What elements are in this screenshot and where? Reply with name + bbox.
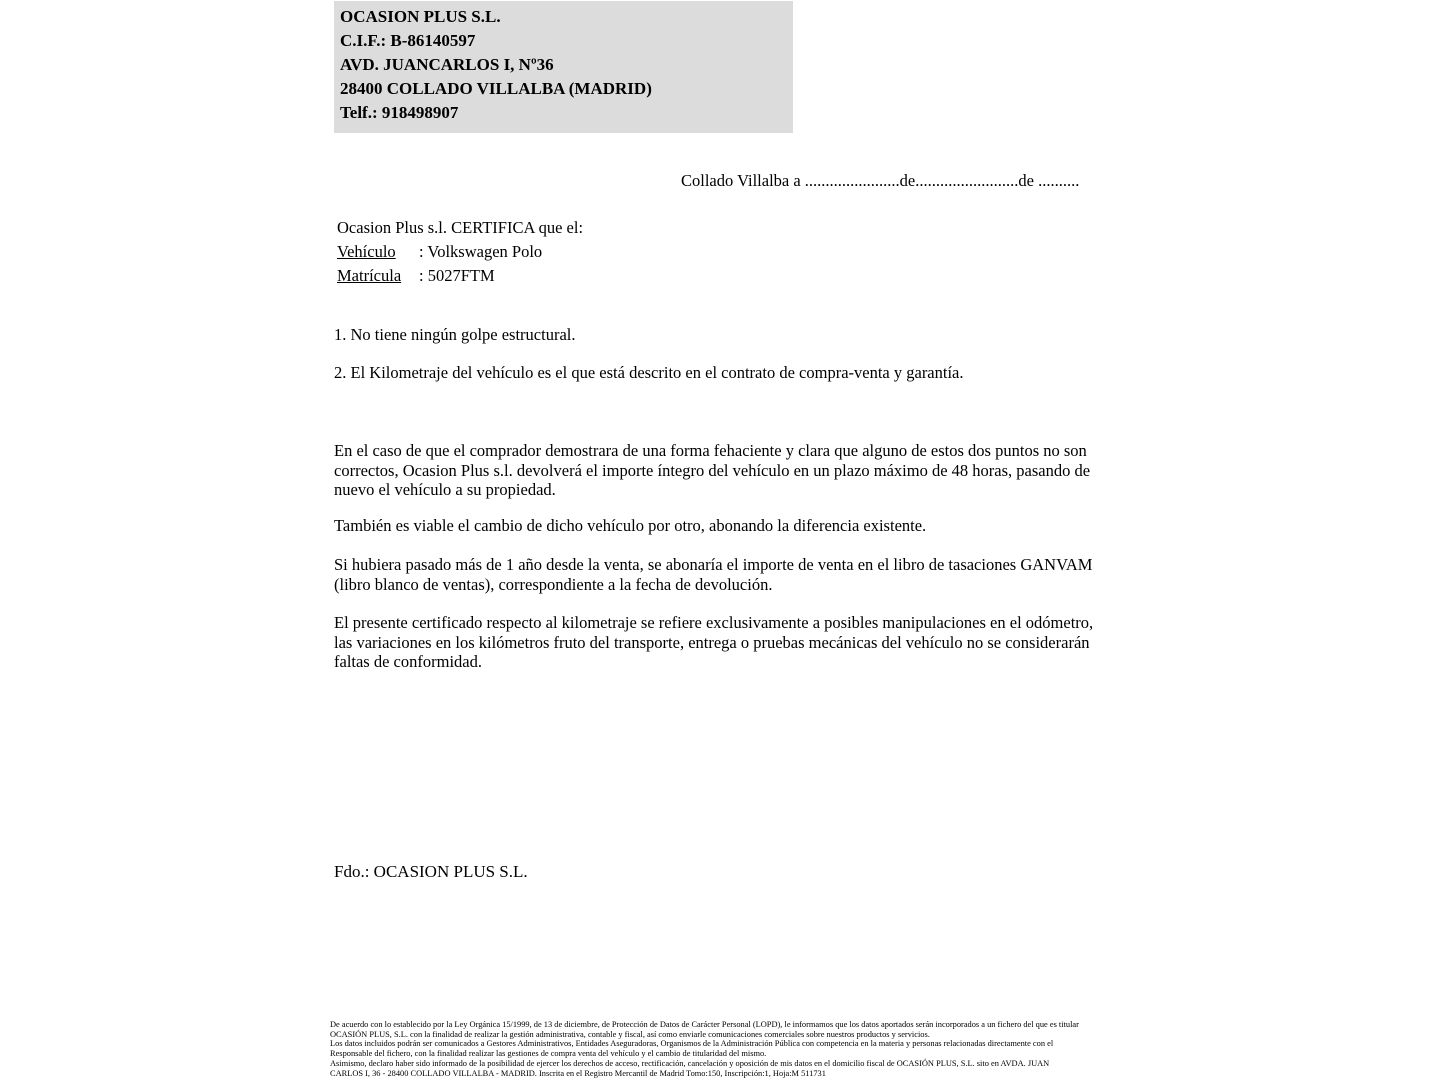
- legal-footer-line: Los datos incluidos podrán ser comunicados a Gestores Administrativos, Entidades Aseguradoras, Organismos de la Administración Pública con competencia en la materia y personas relacionadas directamente con el: [330, 1039, 1054, 1049]
- date-line: Collado Villalba a .......................de.........................de ..........: [681, 171, 1080, 190]
- certified-point-2: 2. El Kilometraje del vehículo es el que está descrito en el contrato de compra-venta y garantía.: [334, 363, 964, 382]
- certified-point-1: 1. No tiene ningún golpe estructural.: [334, 325, 576, 344]
- vehicle-row: [337, 240, 583, 264]
- company-phone: Telf.: 918498907: [340, 103, 459, 122]
- company-city: 28400 COLLADO VILLALBA (MADRID): [340, 79, 652, 98]
- paragraph-exchange-option: También es viable el cambio de dicho vehículo por otro, abonando la diferencia existente.: [334, 516, 927, 535]
- signature-line: Fdo.: OCASION PLUS S.L.: [334, 862, 528, 881]
- paragraph-refund-policy: En el caso de que el comprador demostrara de una forma fehaciente y clara que alguno de estos dos puntos no son correctos, Ocasion Plus s.l. devolverá el importe íntegro del vehículo en un plazo máximo de 48 horas, pasando de nuevo el vehículo a su propiedad.: [334, 441, 1091, 499]
- paragraph-ganvam-valuation: Si hubiera pasado más de 1 año desde la venta, se abonaría el importe de venta en el libro de tasaciones GANVAM (libro blanco de ventas), correspondiente a la fecha de devolución.: [334, 555, 1093, 594]
- company-address: AVD. JUANCARLOS I, Nº36: [340, 55, 554, 74]
- legal-footer-line: CARLOS I, 36 - 28400 COLLADO VILLALBA - MADRID. Inscrita en el Registro Mercantil de Madrid Tomo:150, Inscripción:1, Hoja:M 511731: [330, 1068, 826, 1078]
- legal-footer-line: De acuerdo con lo establecido por la Ley Orgánica 15/1999, de 13 de diciembre, de Protección de Datos de Carácter Personal (LOPD), le informamos que los datos aportados serán incorporados a un fichero del que es titular: [330, 1020, 1079, 1029]
- certify-intro: Ocasion Plus s.l. CERTIFICA que el:: [337, 218, 584, 237]
- company-name: OCASION PLUS S.L.: [340, 7, 501, 26]
- paragraph-odometer-disclaimer: El presente certificado respecto al kilometraje se refiere exclusivamente a posibles manipulaciones en el odómetro, las variaciones en los kilómetros fruto del transporte, entrega o pruebas mecánicas del vehículo no se considerarán faltas de conformidad.: [334, 613, 1094, 671]
- company-cif: C.I.F.: B-86140597: [340, 31, 476, 50]
- vehicle-value: : Volkswagen Polo: [419, 242, 543, 261]
- plate-value: : 5027FTM: [419, 266, 495, 285]
- certification-block: [337, 216, 583, 288]
- plate-label: Matrícula: [337, 266, 402, 285]
- company-header-block: [334, 1, 793, 133]
- legal-footer-line: OCASIÓN PLUS, S.L. con la finalidad de realizar la gestión administrativa, contable y fiscal, así como enviarle comunicaciones comerciales sobre nuestros productos y servicios.: [330, 1029, 930, 1039]
- vehicle-label: Vehículo: [337, 242, 396, 261]
- plate-row: [337, 264, 583, 288]
- legal-footer-line: Asimismo, declaro haber sido informado de la posibilidad de ejercer los derechos de acceso, rectificación, cancelación y oposición de mis datos en el domicilio fiscal de OCASIÓN PLUS, S.L. sito en AVDA. JUAN: [330, 1058, 1050, 1068]
- legal-footer: [330, 1020, 1120, 1078]
- legal-footer-line: Responsable del fichero, con la finalidad realizar las gestiones de compra venta del vehículo y el cambio de titularidad del mismo.: [330, 1049, 767, 1059]
